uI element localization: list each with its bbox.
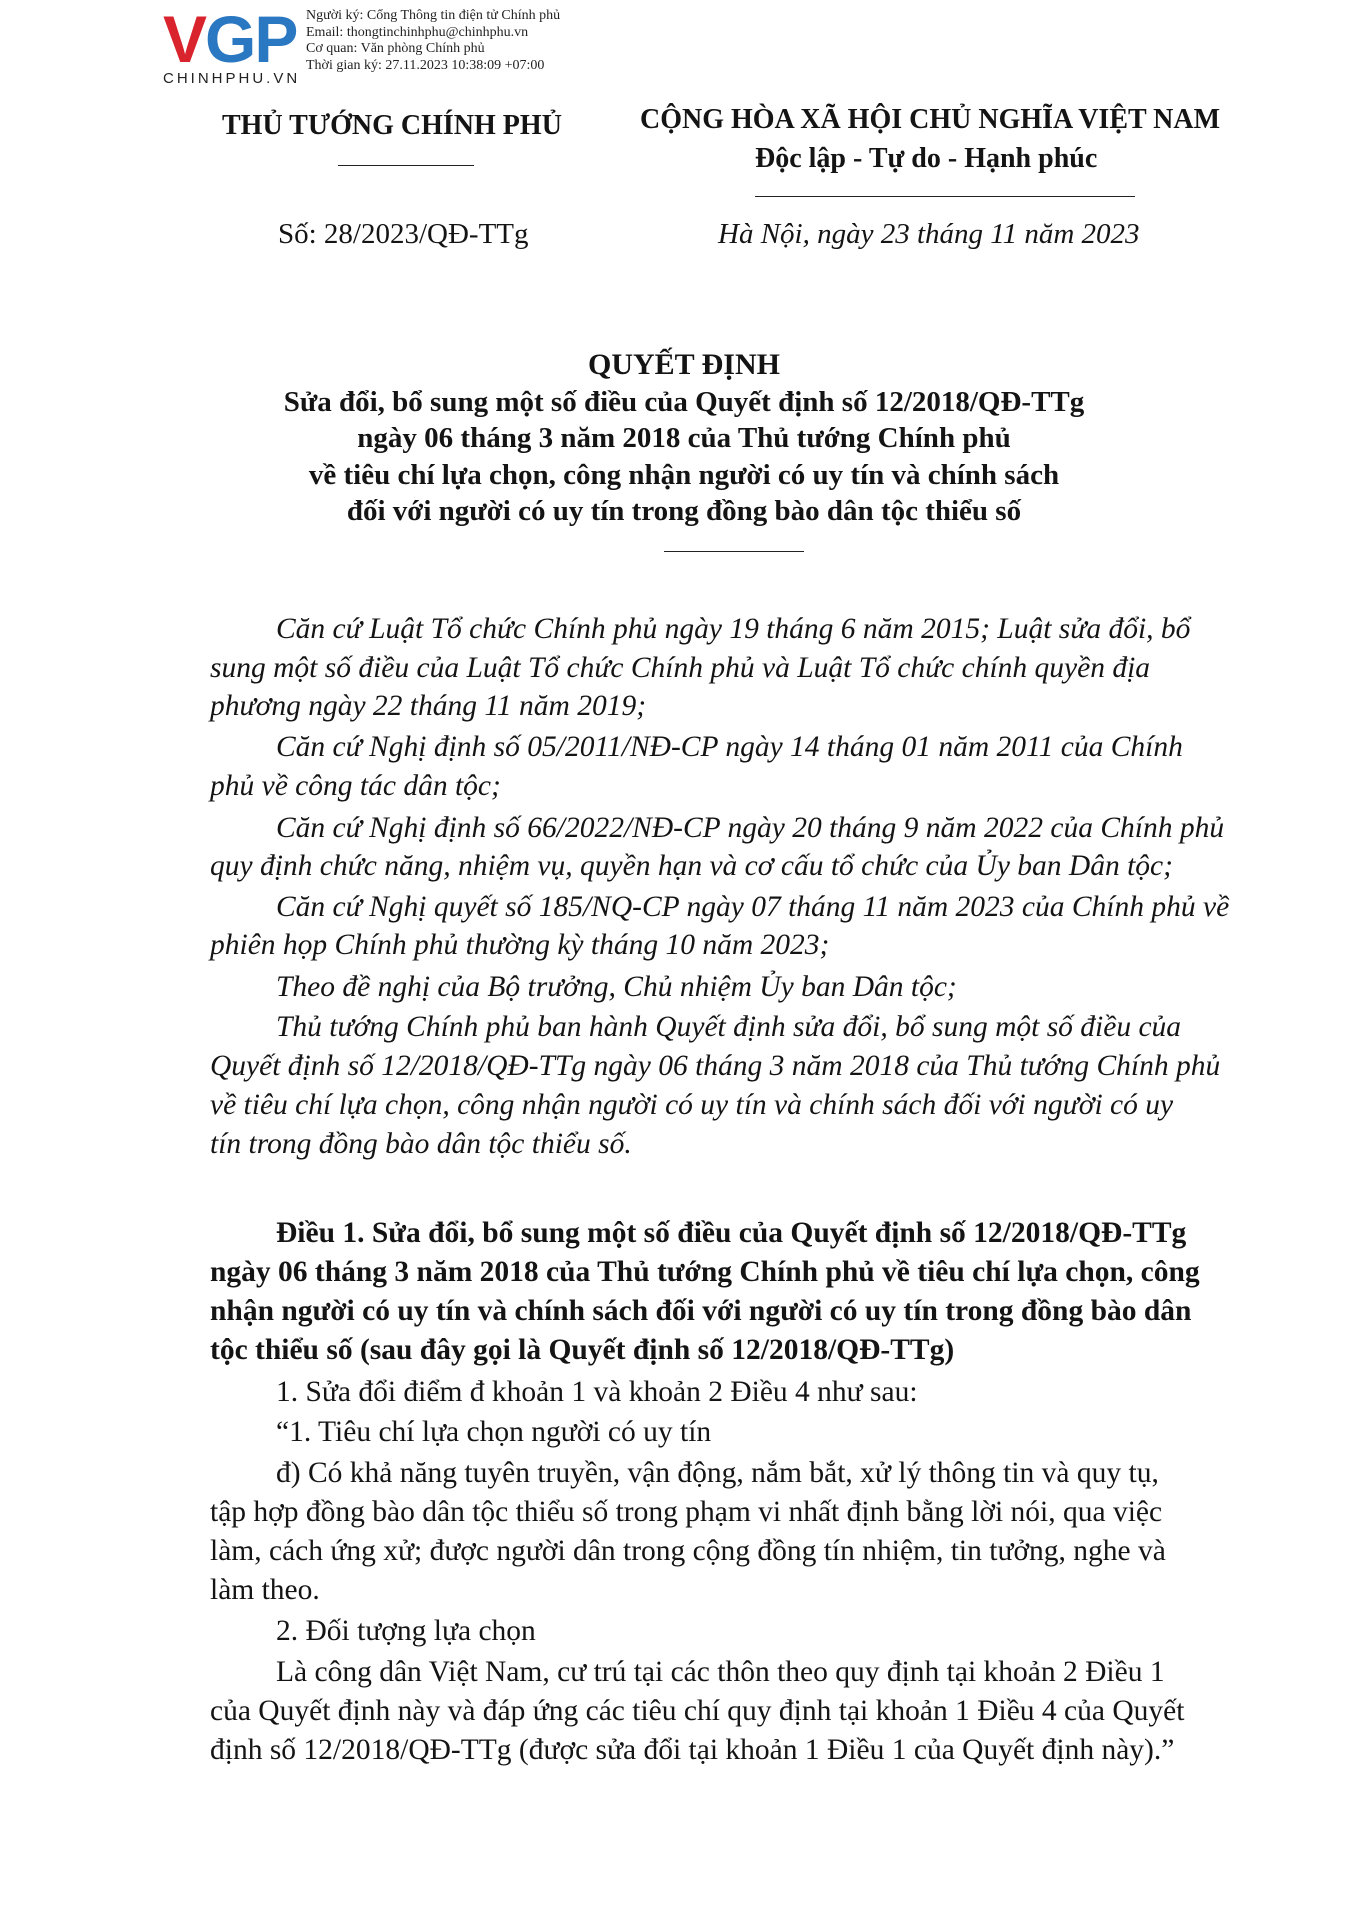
article-heading-line: Điều 1. Sửa đổi, bổ sung một số điều của Quyết định số 12/2018/QĐ-TTg: [276, 1217, 1187, 1249]
document-number: Số: 28/2023/QĐ-TTg: [278, 218, 529, 250]
preamble-line: Theo đề nghị của Bộ trưởng, Chủ nhiệm Ủy ban Dân tộc;: [276, 971, 957, 1003]
article-body-line: Là công dân Việt Nam, cư trú tại các thôn theo quy định tại khoản 2 Điều 1: [276, 1656, 1165, 1688]
preamble-line: Căn cứ Nghị định số 05/2011/NĐ-CP ngày 14 tháng 01 năm 2011 của Chính: [276, 731, 1183, 763]
article-body-line: làm theo.: [210, 1574, 320, 1606]
article-heading-line: tộc thiểu số (sau đây gọi là Quyết định số 12/2018/QĐ-TTg): [210, 1334, 955, 1366]
issuer-underline: [338, 165, 474, 166]
article-body-line: định số 12/2018/QĐ-TTg (được sửa đổi tại khoản 1 Điều 1 của Quyết định này).”: [210, 1734, 1175, 1766]
vgp-logo-mark: VGP: [163, 2, 297, 76]
preamble-line: phủ về công tác dân tộc;: [210, 770, 501, 802]
agency-line: Cơ quan: Văn phòng Chính phủ: [306, 41, 485, 56]
article-heading-line: nhận người có uy tín và chính sách đối với người có uy tín trong đồng bào dân: [210, 1295, 1192, 1327]
title-line: đối với người có uy tín trong đồng bào dân tộc thiểu số: [346, 495, 1022, 527]
document-type: QUYẾT ĐỊNH: [588, 348, 780, 381]
preamble-line: Căn cứ Nghị định số 66/2022/NĐ-CP ngày 20 tháng 9 năm 2022 của Chính phủ: [276, 812, 1225, 844]
place-and-date: Hà Nội, ngày 23 tháng 11 năm 2023: [718, 218, 1140, 250]
national-title: CỘNG HÒA XÃ HỘI CHỦ NGHĨA VIỆT NAM: [640, 104, 1221, 135]
preamble-line: Căn cứ Nghị quyết số 185/NQ-CP ngày 07 tháng 11 năm 2023 của Chính phủ về: [276, 891, 1230, 923]
signature-metadata: [306, 8, 560, 74]
signer-line: Người ký: Cổng Thông tin điện tử Chính phủ: [306, 8, 561, 23]
preamble-line: Căn cứ Luật Tổ chức Chính phủ ngày 19 tháng 6 năm 2015; Luật sửa đổi, bổ: [276, 613, 1191, 645]
preamble-line: quy định chức năng, nhiệm vụ, quyền hạn và cơ cấu tổ chức của Ủy ban Dân tộc;: [210, 850, 1173, 882]
preamble-line: Thủ tướng Chính phủ ban hành Quyết định sửa đổi, bổ sung một số điều của: [276, 1011, 1182, 1043]
signed-time-line: Thời gian ký: 27.11.2023 10:38:09 +07:00: [306, 57, 545, 73]
preamble-line: phiên họp Chính phủ thường kỳ tháng 10 năm 2023;: [210, 929, 830, 961]
motto-underline: [755, 196, 1135, 197]
title-line: ngày 06 tháng 3 năm 2018 của Thủ tướng Chính phủ: [357, 422, 1011, 454]
preamble-line: Quyết định số 12/2018/QĐ-TTg ngày 06 tháng 3 năm 2018 của Thủ tướng Chính phủ: [210, 1050, 1221, 1082]
title-underline: [664, 551, 804, 552]
article-body-line: 1. Sửa đổi điểm đ khoản 1 và khoản 2 Điều 4 như sau:: [276, 1376, 918, 1408]
vgp-logo: [163, 2, 313, 87]
article-body-line: đ) Có khả năng tuyên truyền, vận động, nắm bắt, xử lý thông tin và quy tụ,: [276, 1457, 1159, 1489]
national-motto: Độc lập - Tự do - Hạnh phúc: [755, 143, 1098, 174]
issuing-authority: THỦ TƯỚNG CHÍNH PHỦ: [222, 110, 562, 141]
article-body-line: tập hợp đồng bào dân tộc thiểu số trong phạm vi nhất định bằng lời nói, qua việc: [210, 1496, 1163, 1528]
vgp-logo-site: CHINHPHU.VN: [163, 70, 301, 87]
preamble-line: phương ngày 22 tháng 11 năm 2019;: [210, 690, 647, 722]
article-body-line: 2. Đối tượng lựa chọn: [276, 1615, 536, 1647]
article-body-line: “1. Tiêu chí lựa chọn người có uy tín: [276, 1416, 712, 1448]
preamble-line: tín trong đồng bào dân tộc thiểu số.: [210, 1128, 632, 1160]
article-body-line: của Quyết định này và đáp ứng các tiêu chí quy định tại khoản 1 Điều 4 của Quyết: [210, 1695, 1185, 1727]
title-line: Sửa đổi, bổ sung một số điều của Quyết định số 12/2018/QĐ-TTg: [283, 386, 1085, 418]
preamble-line: sung một số điều của Luật Tổ chức Chính phủ và Luật Tổ chức chính quyền địa: [210, 652, 1151, 684]
email-line: Email: thongtinchinhphu@chinhphu.vn: [306, 24, 529, 40]
title-line: về tiêu chí lựa chọn, công nhận người có uy tín và chính sách: [308, 459, 1060, 491]
article-body-line: làm, cách ứng xử; được người dân trong cộng đồng tín nhiệm, tin tưởng, nghe và: [210, 1535, 1166, 1567]
preamble-line: về tiêu chí lựa chọn, công nhận người có uy tín và chính sách đối với người có uy: [210, 1089, 1174, 1121]
article-heading-line: ngày 06 tháng 3 năm 2018 của Thủ tướng Chính phủ về tiêu chí lựa chọn, công: [210, 1256, 1200, 1288]
